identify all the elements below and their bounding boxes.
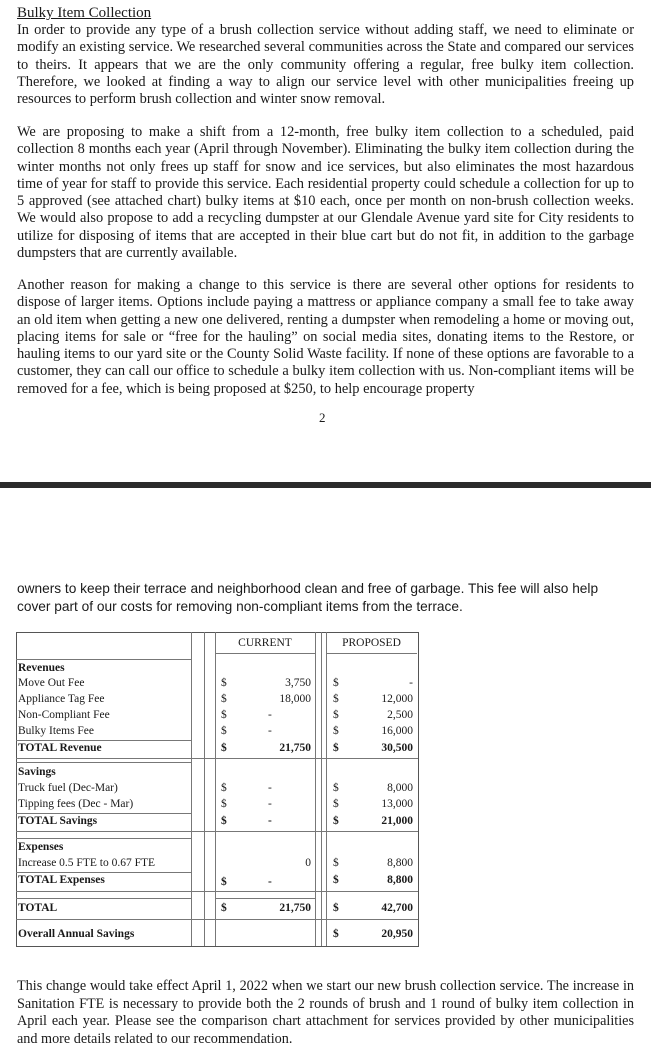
current-value: - [268,709,272,721]
proposed-value: 8,800 [387,874,413,886]
row-label: TOTAL [18,902,58,914]
dollar-sign: $ [221,815,227,827]
dollar-sign: $ [333,874,339,886]
header-rule [215,653,315,654]
current-value: 0 [305,857,311,869]
header-rule [326,653,417,654]
row-label: TOTAL Revenue [18,742,102,754]
proposed-value: 12,000 [381,693,413,705]
financial-table [16,632,419,947]
row-label: TOTAL Expenses [18,874,105,886]
section-rule [16,838,192,839]
dollar-sign: $ [221,693,227,705]
dollar-sign: $ [333,677,339,689]
section-rule [16,762,192,763]
dollar-sign: $ [221,782,227,794]
row-label: Non-Compliant Fee [18,709,110,721]
dollar-sign: $ [221,725,227,737]
proposed-value: 21,000 [381,815,413,827]
current-value: 21,750 [279,902,311,914]
header-current: CURRENT [238,637,292,649]
section-revenues: Revenues [18,662,65,674]
current-value: - [268,782,272,794]
dollar-sign: $ [333,798,339,810]
row-label: TOTAL Savings [18,815,98,827]
section-rule [215,898,315,899]
dollar-sign: $ [333,693,339,705]
col-line [204,632,205,946]
col-line [321,632,322,946]
proposed-value: 20,950 [381,928,413,940]
dollar-sign: $ [221,742,227,754]
row-rule [16,740,192,741]
row-label: Increase 0.5 FTE to 0.67 FTE [18,857,156,869]
row-label: Tipping fees (Dec - Mar) [18,798,134,810]
section-rule [16,898,192,899]
current-value: - [268,815,272,827]
current-value: - [268,725,272,737]
row-label: Bulky Items Fee [18,725,95,737]
page-number: 2 [319,410,326,425]
section-rule [16,891,418,892]
paragraph-continued: owners to keep their terrace and neighborhood clean and free of garbage. This fee will also help cover part of our costs for removing non-compliant items from the terrace. [17,581,599,614]
dollar-sign: $ [221,876,227,888]
header-proposed: PROPOSED [342,637,401,649]
dollar-sign: $ [333,928,339,940]
row-label: Overall Annual Savings [18,928,135,940]
section-rule [16,758,418,759]
dollar-sign: $ [333,709,339,721]
row-rule [16,813,192,814]
row-label: Appliance Tag Fee [18,693,105,705]
section-rule [16,659,192,660]
paragraph-1: In order to provide any type of a brush collection service without adding staff, we need to eliminate or modify an existing service. We researched several communities across the State and compared our services to theirs. It appears that we are the only community offering a regular, free bulky item collection. Therefore, we looked at finding a way to align our service level with other municipalities freeing up resources to perform brush collection and winter snow removal. [17,22,634,108]
dollar-sign: $ [333,742,339,754]
proposed-value: 8,800 [387,857,413,869]
section-rule [16,831,418,832]
col-line [315,632,316,946]
row-label: Truck fuel (Dec-Mar) [18,782,118,794]
page-one [0,0,651,482]
current-value: - [268,798,272,810]
proposed-value: 2,500 [387,709,413,721]
row-label: Move Out Fee [18,677,85,689]
paragraph-2: We are proposing to make a shift from a 12-month, free bulky item collection to a scheduled, paid collection 8 months each year (April through November). Eliminating the bulky item collection during the winter months not only frees up staff for snow and ice services, but also eliminates the most hazardous time of year for staff to provide this service. Each residential property could schedule a collection for up to 5 approved (see attached chart) bulky items at $10 each, once per month on non-brush collection weeks. We would also propose to add a recycling dumpster at our Glendale Avenue yard site for City residents to utilize for disposing of items that are accepted in their blue cart but do not fit, in addition to the garbage dumpsters that are currently available. [17,124,634,262]
dollar-sign: $ [333,725,339,737]
current-value: 18,000 [279,693,311,705]
row-rule [16,872,192,873]
section-savings: Savings [18,766,56,778]
dollar-sign: $ [221,798,227,810]
proposed-value: 16,000 [381,725,413,737]
proposed-value: - [409,677,413,689]
paragraph-closing: This change would take effect April 1, 2022 when we start our new brush collection service. The increase in Sanitation FTE is necessary to provide both the 2 rounds of brush and 1 round of bulky item collection in April each year. Please see the comparison chart attachment for services provided by other municipalities and more details related to our recommendation. [17,978,634,1047]
page-gap [0,488,651,578]
current-value: 21,750 [279,742,311,754]
dollar-sign: $ [221,709,227,721]
section-heading: Bulky Item Collection [17,5,152,21]
proposed-value: 13,000 [381,798,413,810]
dollar-sign: $ [333,815,339,827]
paragraph-3: Another reason for making a change to this service is there are several other options for residents to dispose of larger items. Options include paying a mattress or appliance company a small fee to take away an old item when getting a new one delivered, renting a dumpster when remodeling a home or moving out, placing items for sale or “free for the hauling” on social media sites, donating items to the Restore, or hauling items to our yard site or the County Solid Waste facility. If none of these options are favorable to a customer, they can call our office to schedule a bulky item collection with us. Non-compliant items will be removed for a fee, which is being proposed at $250, to help encourage property [17,277,634,397]
current-value: - [268,876,272,888]
current-value: 3,750 [285,677,311,689]
col-line [326,632,327,946]
dollar-sign: $ [333,902,339,914]
section-expenses: Expenses [18,841,64,853]
proposed-value: 8,000 [387,782,413,794]
section-rule [16,919,418,920]
dollar-sign: $ [333,857,339,869]
dollar-sign: $ [221,902,227,914]
proposed-value: 30,500 [381,742,413,754]
dollar-sign: $ [221,677,227,689]
dollar-sign: $ [333,782,339,794]
proposed-value: 42,700 [381,902,413,914]
